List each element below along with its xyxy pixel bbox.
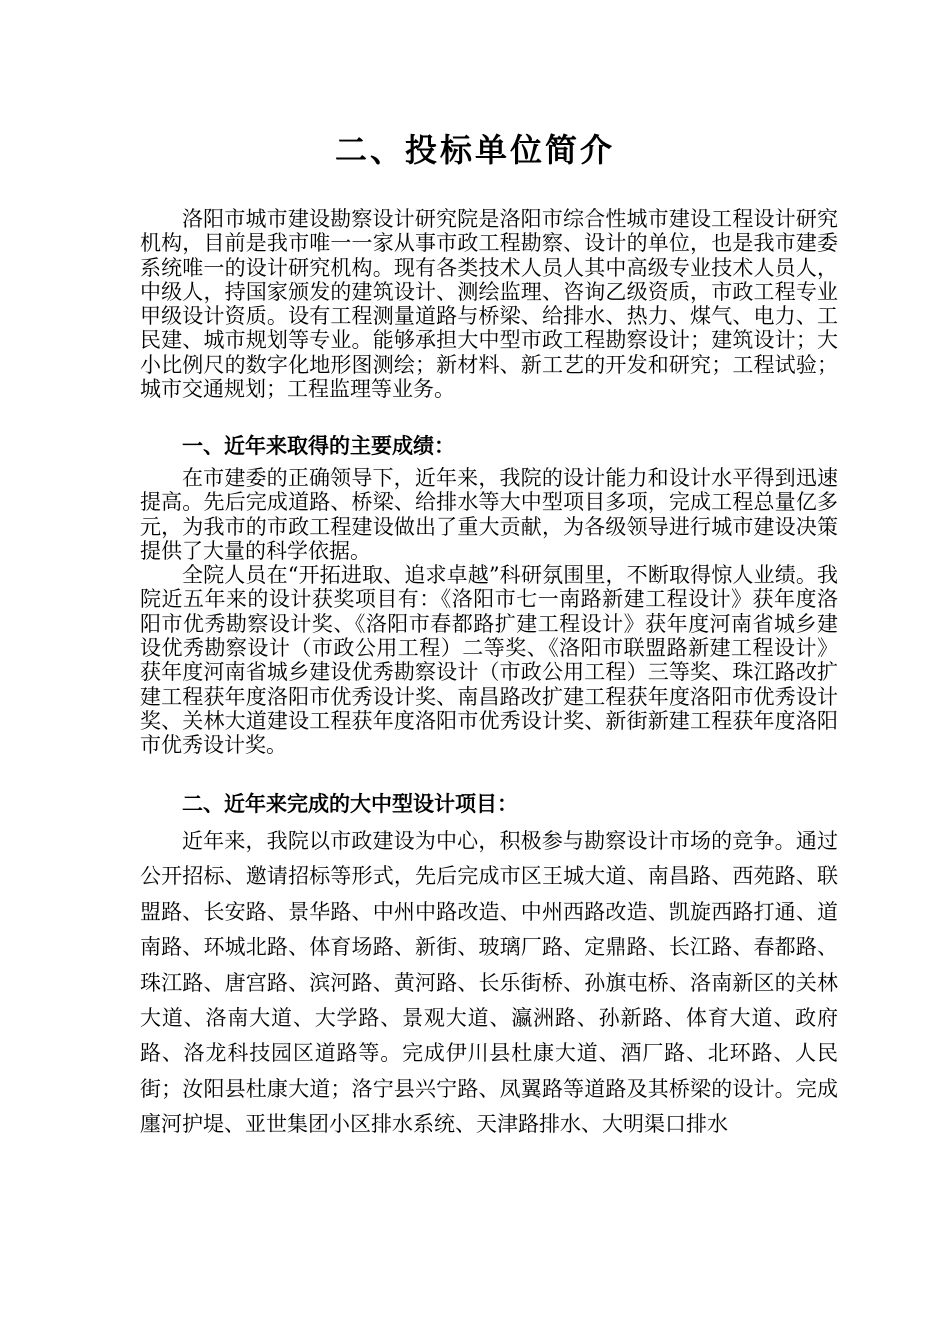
section-1-heading: 一、近年来取得的主要成绩：	[182, 433, 455, 458]
section-2	[140, 790, 838, 818]
section-2-heading: 二、近年来完成的大中型设计项目：	[182, 791, 518, 816]
section-1-paragraph-1: 在市建委的正确领导下，近年来，我院的设计能力和设计水平得到迅速提高。先后完成道路、桥梁、给排水等大中型项目多项，完成工程总量亿多元，为我市的市政工程建设做出了重大贡献，为各级领导进行城市建设决策提供了大量的科学依据。	[140, 466, 838, 563]
section-2-body	[140, 824, 838, 1143]
page-title: 二、投标单位简介	[334, 131, 615, 169]
intro-section	[140, 207, 838, 401]
section-1-paragraph-2: 全院人员在“开拓进取、追求卓越”科研氛围里，不断取得惊人业绩。我院近五年来的设计获奖项目有：《洛阳市七一南路新建工程设计》获年度洛阳市优秀勘察设计奖、《洛阳市春都路扩建工程设计》获年度河南省城乡建设优秀勘察设计（市政公用工程）二等奖、《洛阳市联盟路新建工程设计》获年度河南省城乡建设优秀勘察设计（市政公用工程）三等奖、珠江路改扩建工程获年度洛阳市优秀设计奖、南昌路改扩建工程获年度洛阳市优秀设计奖、关林大道建设工程获年度洛阳市优秀设计奖、新街新建工程获年度洛阳市优秀设计奖。	[140, 563, 838, 758]
section-2-paragraph: 近年来，我院以市政建设为中心，积极参与勘察设计市场的竞争。通过公开招标、邀请招标等形式，先后完成市区王城大道、南昌路、西苑路、联盟路、长安路、景华路、中州中路改造、中州西路改造、凯旋西路打通、道南路、环城北路、体育场路、新街、玻璃厂路、定鼎路、长江路、春都路、珠江路、唐宫路、滨河路、黄河路、长乐街桥、孙旗屯桥、洛南新区的关林大道、洛南大道、大学路、景观大道、瀛洲路、孙新路、体育大道、政府路、洛龙科技园区道路等。完成伊川县杜康大道、酒厂路、北环路、人民街；汝阳县杜康大道；洛宁县兴宁路、凤翼路等道路及其桥梁的设计。完成廛河护堤、亚世集团小区排水系统、天津路排水、大明渠口排水	[140, 829, 838, 1137]
section-1	[140, 432, 838, 460]
section-1-body	[140, 466, 838, 758]
intro-paragraph: 洛阳市城市建设勘察设计研究院是洛阳市综合性城市建设工程设计研究机构，目前是我市唯一一家从事市政工程勘察、设计的单位，也是我市建委系统唯一的设计研究机构。现有各类技术人员人其中高级专业技术人员人，中级人，持国家颁发的建筑设计、测绘监理、咨询乙级资质，市政工程专业甲级设计资质。设有工程测量道路与桥梁、给排水、热力、煤气、电力、工民建、城市规划等专业。能够承担大中型市政工程勘察设计；建筑设计；大小比例尺的数字化地形图测绘；新材料、新工艺的开发和研究；工程试验；城市交通规划；工程监理等业务。	[140, 207, 838, 402]
